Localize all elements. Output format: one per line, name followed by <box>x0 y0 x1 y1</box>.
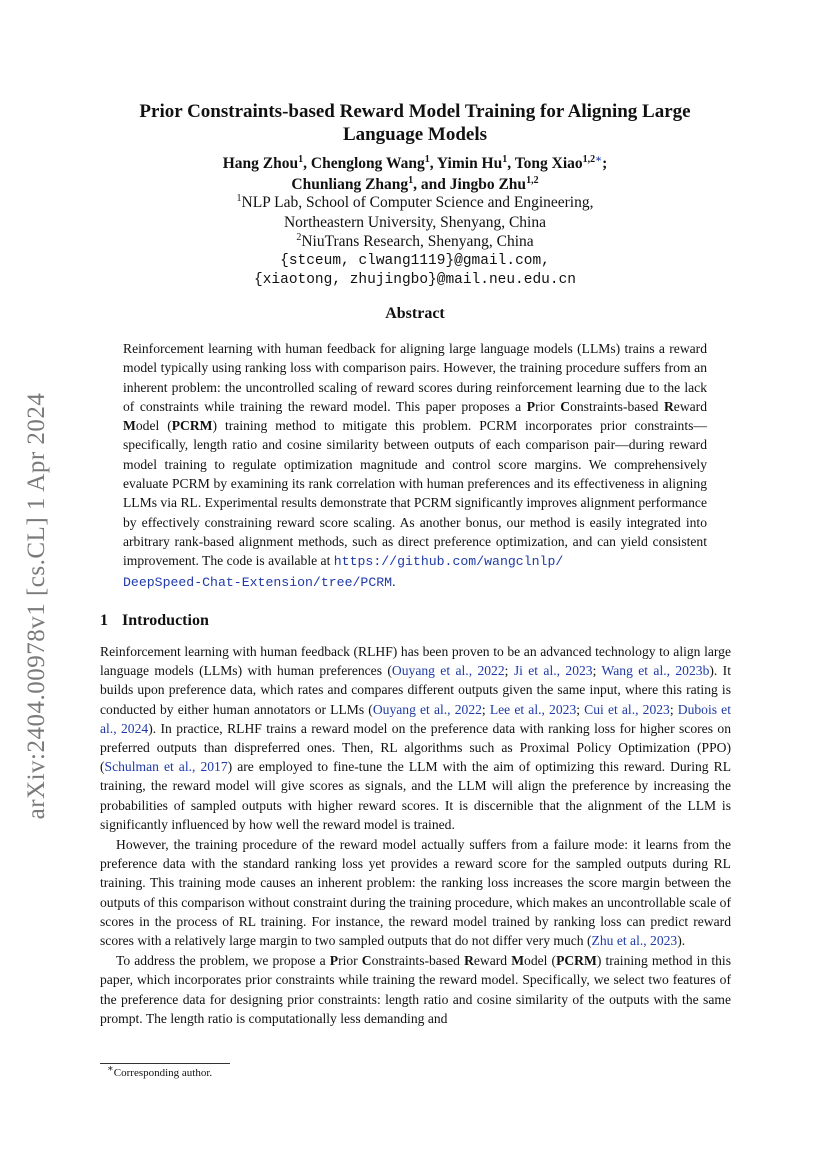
title-line-1: Prior Constraints-based Reward Model Training for Aligning Large <box>139 101 691 122</box>
corresponding-author-link[interactable]: ∗ <box>595 153 603 165</box>
footnote-text: Corresponding author. <box>113 1067 213 1079</box>
citation-link[interactable]: Cui et al., 2023 <box>584 701 670 717</box>
section-title: Introduction <box>122 612 209 629</box>
author-affil-sup: 1 <box>408 174 414 186</box>
paragraph-2: However, the training procedure of the reward model actually suffers from a failure mode: it learns from the preference data with the standard ranking loss yet provides a reward score for the sampled outputs during RL training. This training mode causes an inherent problem: the ranking loss increases the score margin between the outputs of this comparison without constraint during the training procedure, which makes an uncontrollable scale of scores in the process of RL training. For instance, the reward model trained by ranking loss can predict reward scores with a relatively large margin to two sampled outputs that do not differ very much (Zhu et al., 2023). <box>100 837 731 949</box>
affiliations <box>100 193 730 291</box>
author-line-1: Hang Zhou$^1$, Chenglong Wang$^1$, Yimin Hu$^1$, Tong Xiao$^{1,2∗}$; <box>222 153 608 172</box>
footnote-mark: ∗ <box>107 1063 114 1075</box>
citation-link[interactable]: Wang et al., 2023b <box>601 663 710 679</box>
section-heading-introduction <box>100 612 209 630</box>
abstract-body: Reinforcement learning with human feedback for aligning large language models (LLMs) trains a reward model typically using ranking loss with comparison pairs. However, the training procedure suffers from an inherent problem: the uncontrolled scaling of reward scores during reinforcement learning due to the lack of constraints while training the reward model. This paper proposes a Prior Constraints-based Reward Model (PCRM) training method to mitigate this problem. PCRM incorporates prior constraints—specifically, length ratio and cosine similarity between outputs of each comparison pair—during reward model training to regulate optimization magnitude and control score margins. We comprehensively evaluate PCRM by examining its rank correlation with human preferences and its effectiveness in aligning LLMs via RL. Experimental results demonstrate that PCRM significantly improves alignment performance by effectively constraining reward score scaling. As another bonus, our method is easily integrated into arbitrary rank-based alignment methods, such as direct preference optimization, and can yield consistent improvement. The code is available at https://github.com/wangclnlp/ DeepSpeed-Chat-Extension/tree/PCRM. <box>123 341 707 590</box>
author-name: Hang Zhou <box>222 155 299 172</box>
section-number: 1 <box>100 612 108 629</box>
author-affil-sup: 1 <box>424 153 430 165</box>
author-name: Yimin Hu <box>436 155 503 172</box>
author-affil-sup: 1,2 <box>526 174 539 186</box>
citation-link[interactable]: Lee et al., 2023 <box>489 701 577 717</box>
author-affil-sup: 1,2∗ <box>582 153 603 165</box>
author-line-2: Chunliang Zhang$^1$, and Jingbo Zhu$^{1,2}$ <box>291 174 539 193</box>
code-url-link[interactable]: https://github.com/wangclnlp/ DeepSpeed-Chat-Extension/tree/PCRM <box>123 554 564 590</box>
footnote-rule <box>100 1063 230 1064</box>
footnote <box>107 1063 213 1079</box>
author-affil-sup: 1 <box>502 153 508 165</box>
citation-link[interactable]: Schulman et al., 2017 <box>104 759 228 775</box>
author-name: Chenglong Wang <box>310 155 425 172</box>
citation-link[interactable]: Zhu et al., 2023 <box>591 933 678 949</box>
author-name: Chunliang Zhang <box>291 176 409 193</box>
affiliation-1-line-1: $^1$NLP Lab, School of Computer Science and Engineering, <box>236 192 594 211</box>
citation-link[interactable]: Ouyang et al., 2022 <box>391 663 505 679</box>
arxiv-side-stamp <box>14 372 60 840</box>
citation-link[interactable]: Ji et al., 2023 <box>513 663 593 679</box>
author-affil-sup: 1 <box>298 153 304 165</box>
introduction-body <box>100 642 731 1028</box>
arxiv-identifier: arXiv:2404.00978v1 [cs.CL] 1 Apr 2024 <box>23 392 50 820</box>
email-line-2: {xiaotong, zhujingbo}@mail.neu.edu.cn <box>254 272 576 288</box>
citation-link[interactable]: Ouyang et al., 2022 <box>372 701 482 717</box>
paragraph-3: To address the problem, we propose a Prior Constraints-based Reward Model (PCRM) training method in this paper, which incorporates prior constraints while training the reward model. Specifically, we select two features of the preference data for designing prior constraints: length ratio and cosine similarity of the outputs with the same prompt. The length ratio is computationally less demanding and <box>100 953 731 1026</box>
pcrm-abbreviation: PCRM <box>556 953 597 969</box>
citation-link[interactable]: Dubois et al., 2024 <box>100 701 731 736</box>
author-name: Tong Xiao <box>514 155 583 172</box>
affiliation-1-line-2: Northeastern University, Shenyang, China <box>283 213 546 231</box>
author-name: Jingbo Zhu <box>449 176 527 193</box>
abstract-heading: Abstract <box>385 305 445 322</box>
paragraph-1: Reinforcement learning with human feedback (RLHF) has been proven to be an advanced technology to align large language models (LLMs) with human preferences (Ouyang et al., 2022; Ji et al., 2023; Wang et al., 2023b). It builds upon preference data, which rates and compares different outputs given the same input, where this rating is conducted by either human annotators or LLMs (Ouyang et al., 2022; Lee et al., 2023; Cui et al., 2023; Dubois et al., 2024). In practice, RLHF trains a reward model on the preference data with ranking loss for higher scores on preferred outputs than dispreferred ones. Then, RL algorithms such as Proximal Policy Optimization (PPO) (Schulman et al., 2017) are employed to fine-tune the LLM with the aim of optimizing this reward. During RL training, the reward model will give scores as signals, and the LLM will align the preference by increasing the probabilities of sampled outputs with higher reward scores. It is discernible that the alignment of the LLM is significantly influenced by how well the reward model is trained. <box>100 644 731 832</box>
paper-title <box>100 100 730 146</box>
affiliation-2: $^2$NiuTrans Research, Shenyang, China <box>296 231 534 250</box>
author-list <box>100 153 730 195</box>
title-line-2: Language Models <box>342 124 488 145</box>
pcrm-abbreviation: PCRM <box>171 418 213 434</box>
email-line-1: {stceum, clwang1119}@gmail.com, <box>280 252 550 269</box>
